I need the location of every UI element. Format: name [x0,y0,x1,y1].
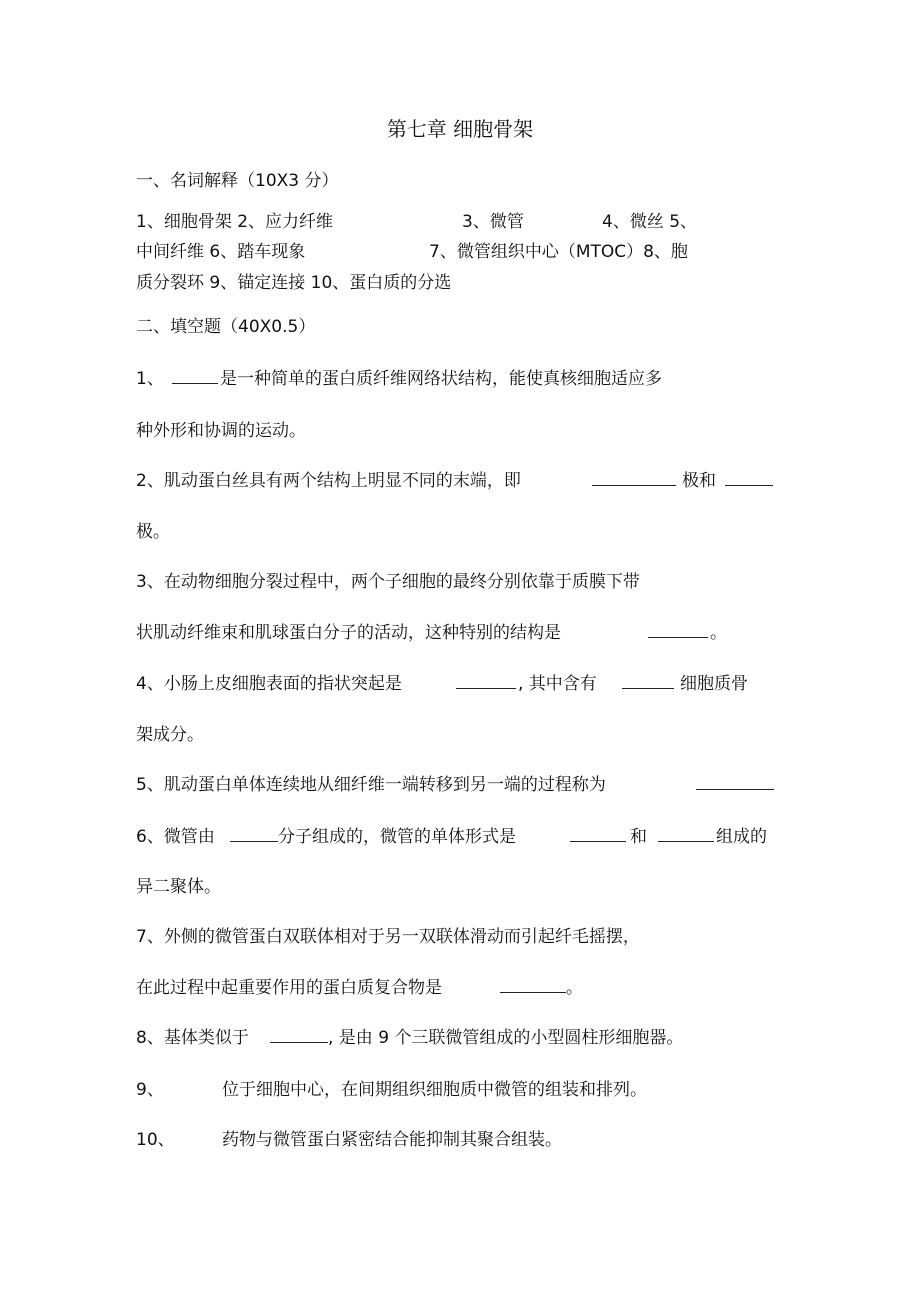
answer-blank [622,673,674,695]
answer-blank [570,826,626,848]
answer-blank [500,977,566,999]
question-text: 是一种简单的蛋白质纤维网络状结构，能使真核细胞适应多 [220,369,662,389]
question-text: 和 [630,827,647,847]
question-text: 状肌动纤维束和肌球蛋白分子的活动，这种特别的结构是 [136,623,561,643]
page-title: 第七章 细胞骨架 [386,117,534,141]
answer-blank [658,826,714,848]
answer-blank [648,622,708,644]
question-text: 组成的 [716,827,767,847]
question-7-line-1: 7、外侧的微管蛋白双联体相对于另一双联体滑动而引起纤毛摇摆， [136,927,640,947]
question-2-line-2: 极。 [136,522,170,542]
question-1-line-2: 种外形和协调的运动。 [136,421,306,441]
question-number: 9、 [136,1080,164,1100]
answer-blank [696,774,774,796]
term-line-3: 质分裂环 9、锚定连接 10、蛋白质的分选 [136,273,452,293]
question-text: 5、肌动蛋白单体连续地从细纤维一端转移到另一端的过程称为 [136,775,606,795]
question-text: 4、小肠上皮细胞表面的指状突起是 [136,674,402,694]
question-text: , 其中含有 [518,674,597,694]
term-text: 4、微丝 5、 [602,212,698,232]
term-text: 7、微管组织中心（MTOC）8、胞 [429,242,688,262]
answer-blank [230,826,278,848]
question-text: 位于细胞中心，在间期组织细胞质中微管的组装和排列。 [222,1080,647,1100]
question-4-line-2: 架成分。 [136,725,204,745]
question-number: 10、 [136,1130,175,1150]
answer-blank [725,470,773,492]
question-text: 在此过程中起重要作用的蛋白质复合物是 [136,978,442,998]
question-text: 。 [710,623,727,643]
term-text: 3、微管 [462,212,524,232]
section1-heading: 一、名词解释（10X3 分） [136,171,339,191]
question-text: 药物与微管蛋白紧密结合能抑制其聚合组装。 [222,1130,562,1150]
term-text: 中间纤维 6、踏车现象 [136,242,306,262]
question-text: , 是由 9 个三联微管组成的小型圆柱形细胞器。 [328,1028,684,1048]
answer-blank [592,470,676,492]
answer-blank [172,368,218,390]
question-text: 。 [566,978,583,998]
question-6-line-2: 异二聚体。 [136,877,221,897]
question-text: 2、肌动蛋白丝具有两个结构上明显不同的末端，即 [136,471,521,491]
question-number: 1、 [136,369,164,389]
answer-blank [456,673,516,695]
answer-blank [270,1027,328,1049]
question-text: 6、微管由 [136,827,215,847]
question-text: 8、基体类似于 [136,1028,249,1048]
question-text: 极和 [682,471,716,491]
question-text: 细胞质骨 [680,674,748,694]
question-text: 分子组成的，微管的单体形式是 [278,827,516,847]
term-text: 1、细胞骨架 2、应力纤维 [136,212,334,232]
question-3-line-1: 3、在动物细胞分裂过程中，两个子细胞的最终分别依靠于质膜下带 [136,572,640,592]
section2-heading: 二、填空题（40X0.5） [136,317,316,337]
